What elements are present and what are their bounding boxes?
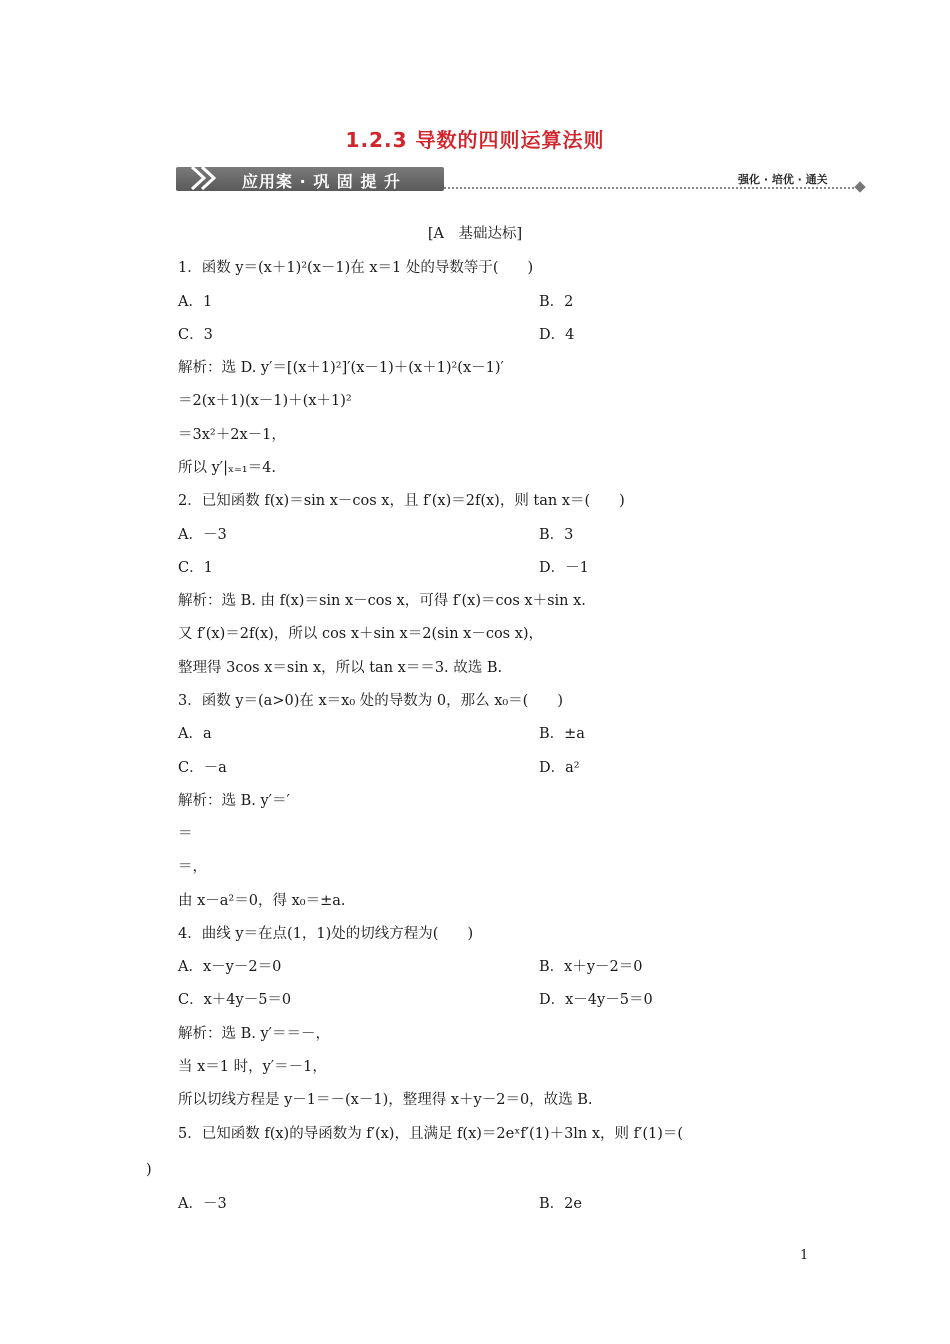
answer-option: B．2e [539, 1196, 582, 1212]
text-line: ＝， [178, 859, 207, 875]
text-line: 解析：选 D. y′＝[(x＋1)²]′(x－1)＋(x＋1)²(x－1)′ [178, 360, 504, 376]
answer-option: B．2 [539, 294, 574, 310]
answer-option: D．a² [539, 760, 580, 776]
text-line: A．－3 [178, 527, 227, 543]
text-line: 整理得 3cos x＝sin x，所以 tan x＝＝3. 故选 B. [178, 660, 503, 676]
answer-option: B．3 [539, 527, 574, 543]
text-line: 解析：选 B. y′＝＝－， [178, 1026, 330, 1042]
text-line: 5．已知函数 f(x)的导函数为 f′(x)，且满足 f(x)＝2eˣf′(1)＋3ln x，则 f′(1)＝( [178, 1126, 684, 1142]
answer-option: B．x＋y－2＝0 [539, 959, 643, 975]
diamond-icon [854, 181, 865, 192]
banner-dotted-rule [444, 187, 862, 189]
text-line: A．x－y－2＝0 [178, 959, 282, 975]
text-line: 当 x＝1 时，y′＝－1， [178, 1059, 327, 1075]
text-line: C．3 [178, 327, 213, 343]
banner-tagline: 强化 · 培优 · 通关 [738, 173, 828, 186]
text-line: C．－a [178, 760, 227, 776]
page-title: 1.2.3 导数的四则运算法则 [345, 128, 605, 152]
text-line: 2．已知函数 f(x)＝sin x－cos x，且 f′(x)＝2f(x)，则 tan x＝( ) [178, 493, 625, 509]
page-number: 1 [800, 1248, 809, 1263]
text-line: ) [146, 1162, 152, 1178]
section-banner [176, 163, 876, 193]
text-line: 解析：选 B. 由 f(x)＝sin x－cos x，可得 f′(x)＝cos x＋sin x. [178, 593, 586, 609]
text-line: ＝ [178, 826, 193, 842]
banner-label: 应用案 · 巩 固 提 升 [242, 172, 401, 191]
answer-option: D．－1 [539, 560, 589, 576]
answer-option: D．4 [539, 327, 575, 343]
section-heading: [A 基础达标] [427, 226, 523, 242]
text-line: 3．函数 y＝(a>0)在 x＝x₀ 处的导数为 0，那么 x₀＝( ) [178, 693, 563, 709]
text-line: 4．曲线 y＝在点(1，1)处的切线方程为( ) [178, 926, 474, 942]
text-line: 所以切线方程是 y－1＝－(x－1)，整理得 x＋y－2＝0，故选 B. [178, 1092, 593, 1108]
text-line: A．－3 [178, 1196, 227, 1212]
text-line: 1．函数 y＝(x＋1)²(x－1)在 x＝1 处的导数等于( ) [178, 260, 534, 276]
text-line: C．x＋4y－5＝0 [178, 992, 292, 1008]
text-line: ＝3x²＋2x－1， [178, 427, 286, 443]
text-line: A．a [178, 726, 212, 742]
answer-option: B．±a [539, 726, 585, 742]
text-line: A．1 [178, 294, 213, 310]
text-line: 所以 y′|ₓ₌₁＝4. [178, 460, 276, 476]
text-line: ＝2(x＋1)(x－1)＋(x＋1)² [178, 393, 352, 409]
chevron-right-icon [186, 163, 226, 193]
text-line: 由 x－a²＝0，得 x₀＝±a. [178, 893, 346, 909]
text-line: 解析：选 B. y′＝′ [178, 793, 290, 809]
answer-option: D．x－4y－5＝0 [539, 992, 653, 1008]
text-line: C．1 [178, 560, 213, 576]
text-line: 又 f′(x)＝2f(x)，所以 cos x＋sin x＝2(sin x－cos x)， [178, 626, 544, 642]
